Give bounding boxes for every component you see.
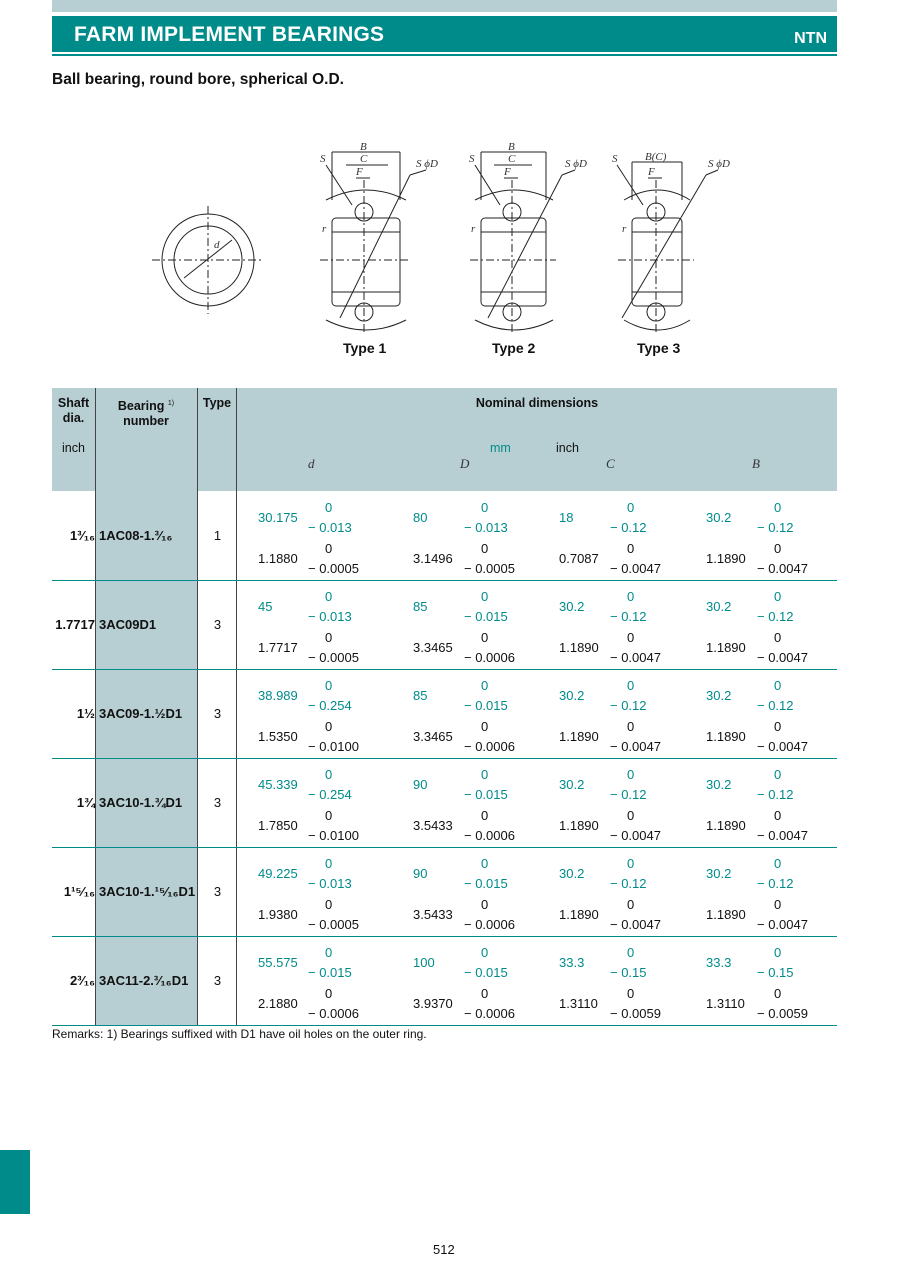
type2-caption: Type 2 bbox=[492, 340, 536, 356]
mm-value: 85 bbox=[413, 688, 428, 703]
inch-value: 3.3465 bbox=[413, 729, 453, 744]
inch-tol-lower: − 0.0006 bbox=[464, 1006, 515, 1021]
mm-tol-lower: − 0.12 bbox=[610, 520, 647, 535]
mm-tol-lower: − 0.015 bbox=[464, 965, 508, 980]
mm-tol-upper: 0 bbox=[481, 589, 489, 604]
t1-label-B: B bbox=[360, 141, 367, 153]
inch-tol-lower: − 0.0006 bbox=[464, 650, 515, 665]
shaft-dia-cell: 1.7717 bbox=[55, 617, 95, 632]
mm-tol-upper: 0 bbox=[774, 500, 782, 515]
inch-tol-upper: 0 bbox=[481, 808, 489, 823]
inch-value: 1.1890 bbox=[706, 551, 746, 566]
shaft-dia-cell: 1½ bbox=[76, 706, 95, 721]
inch-tol-lower: − 0.0059 bbox=[757, 1006, 808, 1021]
inch-tol-upper: 0 bbox=[627, 808, 635, 823]
side-tab bbox=[0, 1150, 30, 1214]
header-col-B: B bbox=[752, 456, 760, 471]
inch-value: 1.9380 bbox=[258, 907, 298, 922]
t1-label-C: C bbox=[360, 153, 368, 165]
mm-value: 30.2 bbox=[559, 866, 585, 881]
inch-value: 2.1880 bbox=[258, 996, 298, 1011]
type-cell: 3 bbox=[213, 617, 222, 632]
mm-value: 55.575 bbox=[258, 955, 298, 970]
mm-value: 30.2 bbox=[559, 688, 585, 703]
t1-label-S: S bbox=[320, 153, 326, 165]
inch-tol-lower: − 0.0047 bbox=[610, 828, 661, 843]
inch-value: 0.7087 bbox=[559, 551, 599, 566]
t1-label-F: F bbox=[356, 166, 363, 178]
bearing-number-cell: 3AC10-1.¾D1 bbox=[99, 795, 183, 810]
header-col-D: D bbox=[460, 456, 470, 471]
remarks-note: Remarks: 1) Bearings suffixed with D1 have oil holes on the outer ring. bbox=[52, 1027, 427, 1041]
table-row bbox=[52, 847, 837, 937]
mm-value: 100 bbox=[413, 955, 435, 970]
header-nominal: Nominal dimensions bbox=[475, 396, 599, 410]
page-number: 512 bbox=[433, 1242, 455, 1257]
header-bearing bbox=[95, 396, 197, 429]
header-inch: inch bbox=[556, 441, 579, 455]
t1-label-r: r bbox=[322, 223, 327, 235]
t3-label-F: F bbox=[648, 166, 655, 178]
header-mm: mm bbox=[490, 441, 511, 455]
inch-tol-upper: 0 bbox=[774, 897, 782, 912]
inch-tol-upper: 0 bbox=[774, 986, 782, 1001]
header-bearing-label: Bearing bbox=[117, 399, 165, 414]
mm-value: 30.2 bbox=[706, 510, 732, 525]
inch-tol-upper: 0 bbox=[627, 630, 635, 645]
type3-caption: Type 3 bbox=[637, 340, 681, 356]
mm-tol-upper: 0 bbox=[627, 589, 635, 604]
header-shaft: Shaft dia. bbox=[57, 396, 90, 425]
t2-label-C: C bbox=[508, 153, 516, 165]
t3-label-S: S bbox=[612, 153, 618, 165]
inch-value: 3.5433 bbox=[413, 907, 453, 922]
inch-value: 1.1890 bbox=[706, 640, 746, 655]
type-cell: 3 bbox=[213, 795, 222, 810]
mm-tol-lower: − 0.015 bbox=[464, 698, 508, 713]
mm-tol-upper: 0 bbox=[325, 767, 333, 782]
inch-tol-lower: − 0.0047 bbox=[757, 561, 808, 576]
mm-tol-lower: − 0.12 bbox=[757, 520, 794, 535]
mm-value: 90 bbox=[413, 777, 428, 792]
inch-tol-upper: 0 bbox=[481, 986, 489, 1001]
inch-value: 3.1496 bbox=[413, 551, 453, 566]
mm-tol-lower: − 0.12 bbox=[610, 787, 647, 802]
inch-tol-upper: 0 bbox=[627, 986, 635, 1001]
bearing-number-cell: 3AC11-2.³⁄₁₆D1 bbox=[99, 973, 189, 988]
inch-value: 1.3110 bbox=[706, 996, 745, 1011]
bearing-number-cell: 3AC09-1.½D1 bbox=[99, 706, 183, 721]
inch-tol-upper: 0 bbox=[774, 719, 782, 734]
mm-value: 90 bbox=[413, 866, 428, 881]
inch-tol-upper: 0 bbox=[627, 719, 635, 734]
inch-tol-lower: − 0.0006 bbox=[308, 1006, 359, 1021]
type-cell: 3 bbox=[213, 884, 222, 899]
inch-value: 1.1890 bbox=[706, 907, 746, 922]
mm-tol-upper: 0 bbox=[774, 856, 782, 871]
mm-tol-lower: − 0.015 bbox=[308, 965, 352, 980]
mm-tol-upper: 0 bbox=[481, 678, 489, 693]
mm-tol-lower: − 0.015 bbox=[464, 876, 508, 891]
inch-value: 1.1890 bbox=[559, 907, 599, 922]
inch-tol-upper: 0 bbox=[325, 541, 333, 556]
section-subtitle: Ball bearing, round bore, spherical O.D. bbox=[52, 71, 344, 88]
t2-label-F: F bbox=[504, 166, 511, 178]
label-d: d bbox=[214, 239, 220, 251]
table-row bbox=[52, 669, 837, 759]
mm-tol-lower: − 0.12 bbox=[757, 787, 794, 802]
bearing-number-cell: 1AC08-1.³⁄₁₆ bbox=[99, 528, 173, 543]
inch-tol-upper: 0 bbox=[325, 719, 333, 734]
inch-tol-lower: − 0.0005 bbox=[308, 917, 359, 932]
mm-value: 85 bbox=[413, 599, 428, 614]
mm-tol-upper: 0 bbox=[481, 856, 489, 871]
inch-value: 1.7717 bbox=[258, 640, 298, 655]
mm-tol-lower: − 0.015 bbox=[464, 609, 508, 624]
inch-tol-lower: − 0.0005 bbox=[308, 650, 359, 665]
shaft-dia-cell: 2³⁄₁₆ bbox=[69, 973, 95, 988]
inch-value: 1.3110 bbox=[559, 996, 598, 1011]
mm-value: 49.225 bbox=[258, 866, 298, 881]
mm-tol-lower: − 0.12 bbox=[610, 876, 647, 891]
mm-tol-upper: 0 bbox=[325, 678, 333, 693]
mm-tol-lower: − 0.15 bbox=[610, 965, 647, 980]
front-view-drawing bbox=[152, 206, 264, 314]
mm-value: 30.2 bbox=[559, 599, 585, 614]
inch-tol-upper: 0 bbox=[325, 808, 333, 823]
mm-tol-lower: − 0.013 bbox=[308, 520, 352, 535]
inch-tol-upper: 0 bbox=[481, 719, 489, 734]
mm-tol-lower: − 0.12 bbox=[610, 698, 647, 713]
inch-value: 1.1890 bbox=[559, 818, 599, 833]
mm-tol-upper: 0 bbox=[325, 589, 333, 604]
inch-tol-upper: 0 bbox=[325, 986, 333, 1001]
inch-tol-lower: − 0.0005 bbox=[308, 561, 359, 576]
inch-tol-upper: 0 bbox=[774, 630, 782, 645]
mm-value: 33.3 bbox=[706, 955, 732, 970]
inch-tol-lower: − 0.0047 bbox=[610, 650, 661, 665]
t3-label-BC: B(C) bbox=[645, 151, 667, 163]
type2-drawing bbox=[470, 152, 575, 335]
type1-caption: Type 1 bbox=[343, 340, 387, 356]
type-cell: 3 bbox=[213, 706, 222, 721]
mm-value: 30.2 bbox=[559, 777, 585, 792]
inch-value: 1.1890 bbox=[706, 818, 746, 833]
inch-tol-lower: − 0.0006 bbox=[464, 828, 515, 843]
header-bearing-note: 1) bbox=[167, 400, 175, 407]
inch-tol-upper: 0 bbox=[481, 897, 489, 912]
mm-tol-upper: 0 bbox=[325, 500, 333, 515]
inch-tol-lower: − 0.0059 bbox=[610, 1006, 661, 1021]
shaft-dia-cell: 1¾ bbox=[76, 795, 95, 810]
inch-value: 1.5350 bbox=[258, 729, 298, 744]
mm-tol-lower: − 0.013 bbox=[308, 609, 352, 624]
inch-tol-lower: − 0.0047 bbox=[757, 650, 808, 665]
inch-tol-lower: − 0.0047 bbox=[757, 917, 808, 932]
inch-tol-upper: 0 bbox=[325, 897, 333, 912]
mm-value: 45 bbox=[258, 599, 273, 614]
inch-value: 1.1880 bbox=[258, 551, 298, 566]
mm-value: 80 bbox=[413, 510, 428, 525]
mm-tol-lower: − 0.12 bbox=[757, 609, 794, 624]
inch-value: 1.1890 bbox=[559, 640, 599, 655]
inch-tol-upper: 0 bbox=[774, 808, 782, 823]
header-bearing-label2: number bbox=[123, 414, 169, 429]
inch-tol-lower: − 0.0047 bbox=[757, 828, 808, 843]
mm-tol-upper: 0 bbox=[774, 589, 782, 604]
bearing-number-cell: 3AC10-1.¹⁵⁄₁₆D1 bbox=[99, 884, 196, 899]
table-row bbox=[52, 758, 837, 848]
type-cell: 3 bbox=[213, 973, 222, 988]
inch-tol-upper: 0 bbox=[774, 541, 782, 556]
mm-value: 38.989 bbox=[258, 688, 298, 703]
type3-drawing bbox=[617, 162, 718, 335]
inch-value: 1.1890 bbox=[559, 729, 599, 744]
mm-tol-lower: − 0.015 bbox=[464, 787, 508, 802]
t2-label-B: B bbox=[508, 141, 515, 153]
bearing-number-cell: 3AC09D1 bbox=[99, 617, 157, 632]
inch-value: 3.5433 bbox=[413, 818, 453, 833]
t3-label-r: r bbox=[622, 223, 627, 235]
table-row bbox=[52, 580, 837, 670]
mm-value: 30.2 bbox=[706, 866, 732, 881]
header-shaft-unit: inch bbox=[62, 441, 85, 455]
page-title: FARM IMPLEMENT BEARINGS bbox=[74, 23, 385, 46]
inch-tol-lower: − 0.0047 bbox=[610, 917, 661, 932]
brand-logo: NTN bbox=[794, 30, 827, 47]
mm-tol-upper: 0 bbox=[774, 767, 782, 782]
table-header bbox=[52, 388, 837, 491]
mm-tol-lower: − 0.254 bbox=[308, 787, 352, 802]
mm-tol-upper: 0 bbox=[481, 767, 489, 782]
mm-tol-upper: 0 bbox=[627, 678, 635, 693]
mm-tol-upper: 0 bbox=[627, 500, 635, 515]
type-cell: 1 bbox=[213, 528, 222, 543]
inch-tol-lower: − 0.0100 bbox=[308, 739, 359, 754]
header-type: Type bbox=[202, 396, 232, 410]
inch-tol-lower: − 0.0047 bbox=[610, 739, 661, 754]
mm-tol-lower: − 0.013 bbox=[308, 876, 352, 891]
inch-tol-lower: − 0.0047 bbox=[757, 739, 808, 754]
header-col-C: C bbox=[606, 456, 615, 471]
mm-tol-upper: 0 bbox=[774, 678, 782, 693]
mm-tol-upper: 0 bbox=[627, 767, 635, 782]
mm-tol-lower: − 0.013 bbox=[464, 520, 508, 535]
inch-tol-upper: 0 bbox=[481, 541, 489, 556]
mm-tol-lower: − 0.12 bbox=[757, 698, 794, 713]
bearing-diagram bbox=[0, 0, 906, 380]
mm-tol-upper: 0 bbox=[627, 856, 635, 871]
inch-tol-lower: − 0.0006 bbox=[464, 917, 515, 932]
inch-value: 3.9370 bbox=[413, 996, 453, 1011]
mm-value: 33.3 bbox=[559, 955, 585, 970]
inch-tol-lower: − 0.0047 bbox=[610, 561, 661, 576]
t2-label-SphiD: S ϕD bbox=[565, 158, 587, 170]
mm-tol-lower: − 0.15 bbox=[757, 965, 794, 980]
t3-label-SphiD: S ϕD bbox=[708, 158, 730, 170]
mm-tol-lower: − 0.254 bbox=[308, 698, 352, 713]
mm-tol-upper: 0 bbox=[325, 856, 333, 871]
shaft-dia-cell: 1³⁄₁₆ bbox=[69, 528, 95, 543]
mm-value: 30.2 bbox=[706, 777, 732, 792]
mm-value: 30.2 bbox=[706, 688, 732, 703]
t2-label-r: r bbox=[471, 223, 476, 235]
mm-tol-lower: − 0.12 bbox=[757, 876, 794, 891]
mm-tol-upper: 0 bbox=[481, 945, 489, 960]
mm-tol-upper: 0 bbox=[481, 500, 489, 515]
inch-tol-upper: 0 bbox=[627, 897, 635, 912]
t2-label-S: S bbox=[469, 153, 475, 165]
t1-label-SphiD: S ϕD bbox=[416, 158, 438, 170]
mm-value: 30.2 bbox=[706, 599, 732, 614]
mm-value: 30.175 bbox=[258, 510, 298, 525]
type1-drawing bbox=[320, 152, 426, 335]
mm-tol-upper: 0 bbox=[325, 945, 333, 960]
inch-tol-upper: 0 bbox=[481, 630, 489, 645]
table-row bbox=[52, 936, 837, 1026]
inch-tol-upper: 0 bbox=[627, 541, 635, 556]
inch-tol-upper: 0 bbox=[325, 630, 333, 645]
inch-value: 1.1890 bbox=[706, 729, 746, 744]
inch-value: 3.3465 bbox=[413, 640, 453, 655]
inch-tol-lower: − 0.0006 bbox=[464, 739, 515, 754]
mm-tol-lower: − 0.12 bbox=[610, 609, 647, 624]
mm-value: 18 bbox=[559, 510, 574, 525]
inch-value: 1.7850 bbox=[258, 818, 298, 833]
header-col-d: d bbox=[308, 456, 315, 471]
mm-value: 45.339 bbox=[258, 777, 298, 792]
mm-tol-upper: 0 bbox=[627, 945, 635, 960]
inch-tol-lower: − 0.0100 bbox=[308, 828, 359, 843]
mm-tol-upper: 0 bbox=[774, 945, 782, 960]
inch-tol-lower: − 0.0005 bbox=[464, 561, 515, 576]
table-row bbox=[52, 491, 837, 581]
shaft-dia-cell: 1¹⁵⁄₁₆ bbox=[63, 884, 95, 899]
